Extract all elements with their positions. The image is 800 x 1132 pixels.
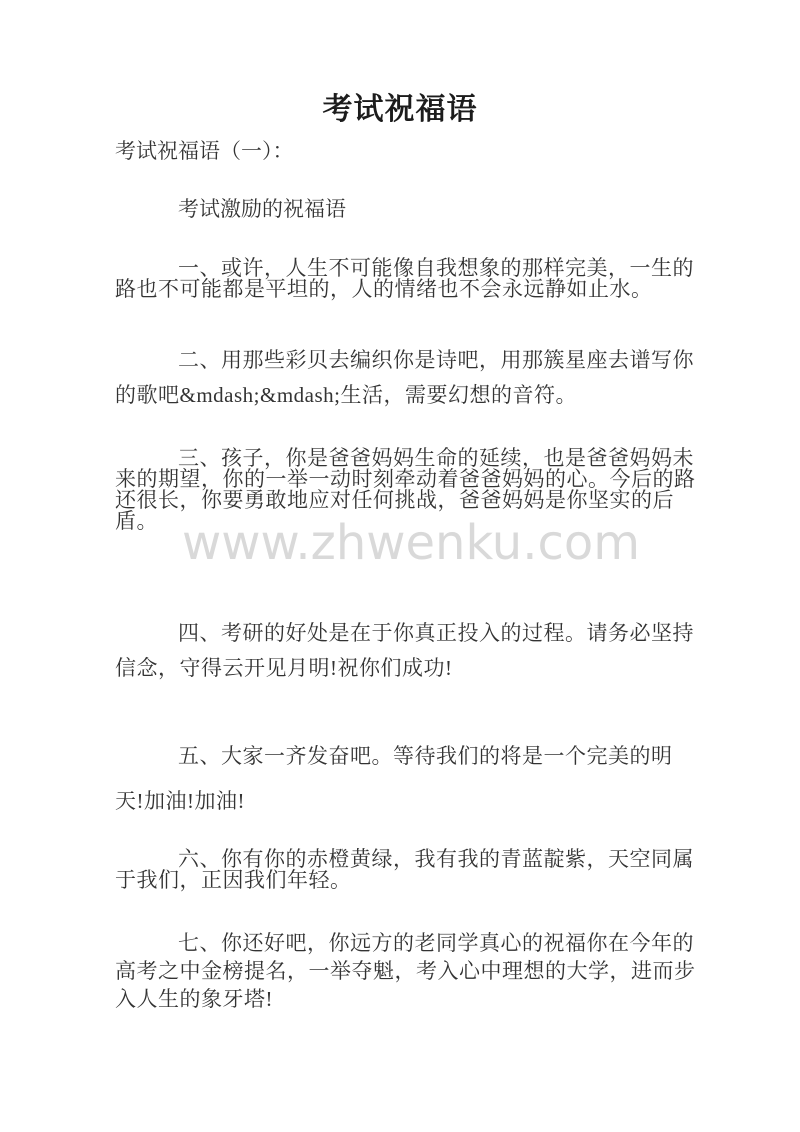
paragraph-1: 一、或许，人生不可能像自我想象的那样完美，一生的路也不可能都是平坦的，人的情绪也不会永远静如止水。: [115, 256, 694, 301]
paragraph-3: 三、孩子，你是爸爸妈妈生命的延续，也是爸爸妈妈未来的期望，你的一举一动时刻牵动着爸爸妈妈的心。今后的路还很长，你要勇敢地应对任何挑战，爸爸妈妈是你坚实的后盾。: [115, 446, 696, 533]
paragraph-4: 四、考研的好处是在于你真正投入的过程。请务必坚持信念，守得云开见月明!祝你们成功!: [115, 621, 694, 680]
page-title: 考试祝福语: [322, 93, 478, 126]
sub-heading: 考试激励的祝福语: [178, 197, 346, 221]
paragraph-7: 七、你还好吧，你远方的老同学真心的祝福你在今年的高考之中金榜提名，一举夺魁，考入心中理想的大学，进而步入人生的象牙塔!: [115, 931, 696, 1011]
paragraph-5: 五、大家一齐发奋吧。等待我们的将是一个完美的明天!加油!加油!: [115, 744, 673, 813]
paragraph-2: 二、用那些彩贝去编织你是诗吧，用那簇星座去谱写你的歌吧&mdash;&mdash;生活，需要幻想的音符。: [115, 348, 694, 407]
site-watermark: www.zhwenku.com: [182, 515, 640, 571]
section-heading: 考试祝福语（一）：: [115, 139, 294, 163]
paragraph-6: 六、你有你的赤橙黄绿，我有我的青蓝靛紫，天空同属于我们，正因我们年轻。: [115, 847, 694, 892]
